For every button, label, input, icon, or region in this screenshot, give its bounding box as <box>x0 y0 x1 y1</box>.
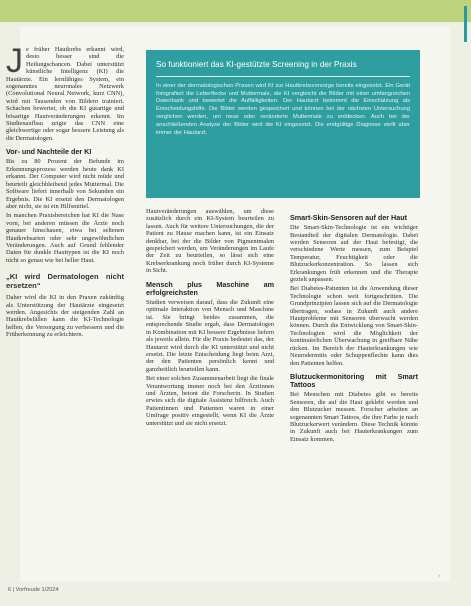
body-paragraph: Bei Menschen mit Diabetes gibt es bereits Sensoren, die auf die Haut geklebt werden und den Blutzucker messen. Forscher arbeiten an sogenannten Smart Tattoos, die ihre Farbe je nach Blutzuckerwert verändern. Diese Technik könnte in Zukunft auch bei Hauterkrankungen zum Einsatz kommen. <box>290 391 418 443</box>
info-box-title: So funktioniert das KI-gestützte Screening in der Praxis <box>156 60 357 69</box>
intro-paragraph: J e früher Hautkrebs erkannt wird, desto besser sind die Heilungschancen. Dabei unterstützt künstliche Intelligenz (KI) die Hautärzte. Ein lernfähiges System, ein sogenanntes neuronales Netzwerk (Convolutional Neural Network, kurz CNN), wird mit Tausenden von Bildern trainiert. Schachen bewertet, ob die KI gutartige und bösartige Hautveränderungen erkennt. Im Studienaufbau zeigte das CNN eine gleichwertige oder sogar bessere Leistung als die Dermatologen. <box>6 42 124 142</box>
section-heading: Mensch plus Maschine am erfolgreichsten <box>146 279 274 297</box>
body-paragraph: Bei einer solchen Zusammenarbeit liegt die finale Verantwortung immer noch bei den Ärztinnen und Ärzten, betont die Forscherin. In Studien erwies sich die digitale Assistenz hilfreich. Auch Patientinnen und Patienten waren in einer Umfrage positiv eingestellt, wenn KI die Ärzte unterstützt und sie nicht ersetzt. <box>146 375 274 427</box>
section-heading: Vor- und Nachteile der KI <box>6 147 92 157</box>
info-box <box>146 50 420 198</box>
section-heading: Blutzuckermonitoring mit Smart Tattoos <box>290 371 418 390</box>
body-paragraph: Daher wird die KI in den Praxen zukünftig als Unterstützung der Hautärzte eingesetzt werden. Angesichts der steigenden Zahl an Hautkrebsfällen kann die KI-Technologie helfen, die Versorgung zu verbessern und die Früherkennung zu erleichtern. <box>6 294 124 339</box>
pull-quote: „KI wird Dermatologen nicht ersetzen“ <box>6 272 124 291</box>
column-middle <box>146 208 274 429</box>
section-heading: Smart-Skin-Sensoren auf der Haut <box>290 213 408 222</box>
column-left <box>6 42 124 341</box>
body-paragraph: In manchen Praxisbereichen hat KI die Nase vorn, bei anderen müssen die Ärzte noch genauer hinschauen, etwa bei seltenen Hautkrebsarten oder sehr ungewöhnlichen Veränderungen. Auch auf Grund fehlender Daten für dunkle Hauttypen ist die KI noch nicht so genau wie bei heller Haut. <box>6 212 124 264</box>
info-box-text: In einer der dermatologischen Praxen wird KI zur Hautkrebsvorsorge bereits eingesetzt. Ein Gerät fotografiert die Leberflecke und Muttermale, die KI vergleicht die Bilder mit einer umfangreichen Datenbank und bewertet die Auffälligkeiten. Der Hautarzt bekommt die Einschätzung als Entscheidungshilfe. Die Bilder werden gespeichert und können bei der nächsten Untersuchung verglichen werden, um neue oder veränderte Muttermale zu entdecken. Auch bei der anschließenden Analyse der Bilder wird die KI eingesetzt. Die endgültige Diagnose stellt aber immer der Hautarzt. <box>156 82 410 136</box>
drop-cap: J <box>6 42 23 80</box>
body-paragraph: Die Smart-Skin-Technologie ist ein wichtiger Bestandteil der digitalen Dermatologie. Dabei werden Sensoren auf der Haut befestigt, die verschiedene Werte messen, zum Beispiel Temperatur, Feuchtigkeit oder die Blutzuckerkonzentration. So lassen sich Erkrankungen früh erkennen und die Therapie gezielt anpassen. <box>290 224 418 284</box>
body-paragraph: Studien verweisen darauf, dass die Zukunft eine optimale Interaktion von Mensch und Maschine ist. Sie bringt beides zusammen, die entsprechende Studie ergab, dass Dermatologen in Kombination mit KI bessere Ergebnisse liefern als jeweils allein. Für die Praxis bedeutet das, der Hautarzt wird durch die KI unterstützt und nicht ersetzt. Die letzte Entscheidung liegt beim Arzt, der den Patienten persönlich kennt und ganzheitlich beurteilen kann. <box>146 299 274 373</box>
body-paragraph: Bei Diabetes-Patienten ist die Anwendung dieser Technologie schon weit fortgeschritten. Die Grundprinzipien lassen sich auf die Dermatologie übertragen, sodass in Zukunft auch andere Hautprobleme mit Sensoren überwacht werden können. Durch die Entwicklung von Smart-Skin-Technologien wird die Möglichkeit der kontinuierlichen Überwachung in greifbare Nähe rücken. Im Bereich der Hauterkrankungen wie Neurodermitis oder Schuppenflechte kann dies den Patienten helfen. <box>290 285 418 367</box>
body-paragraph: Hautveränderungen auswählen, um diese zusätzlich durch ein KI-System beurteilen zu lassen. Auch für weitere Untersuchungen, die der Patient zu Hause machen kann, ist ein Einsatz denkbar, bei der die Bilder von Pigmentmalen gespeichert werden, um Veränderungen im Laufe der Zeit zu beurteilen, so lässt sich eine Krebserkrankung noch früher durch KI-Systeme in Sicht. <box>146 208 274 275</box>
info-box-divider <box>156 76 410 77</box>
body-paragraph: Bis zu 80 Prozent der Befunde im Erkennungsprozess werden heute dank KI erkannt. Der Computer wird nicht müde und beurteilt gleichbleibend jedes Muttermal. Die Software liefert innerhalb von Sekunden ein Ergebnis. Die KI ersetzt den Dermatologen aber nicht, sie ist ein Hilfsmittel. <box>6 158 124 210</box>
continue-arrow-icon: › <box>438 573 440 579</box>
column-right <box>290 208 418 445</box>
top-color-band <box>0 0 471 22</box>
section-tab-marker <box>464 6 467 42</box>
page-footer: 6 | Vorfreude 1/2024 <box>8 587 59 593</box>
